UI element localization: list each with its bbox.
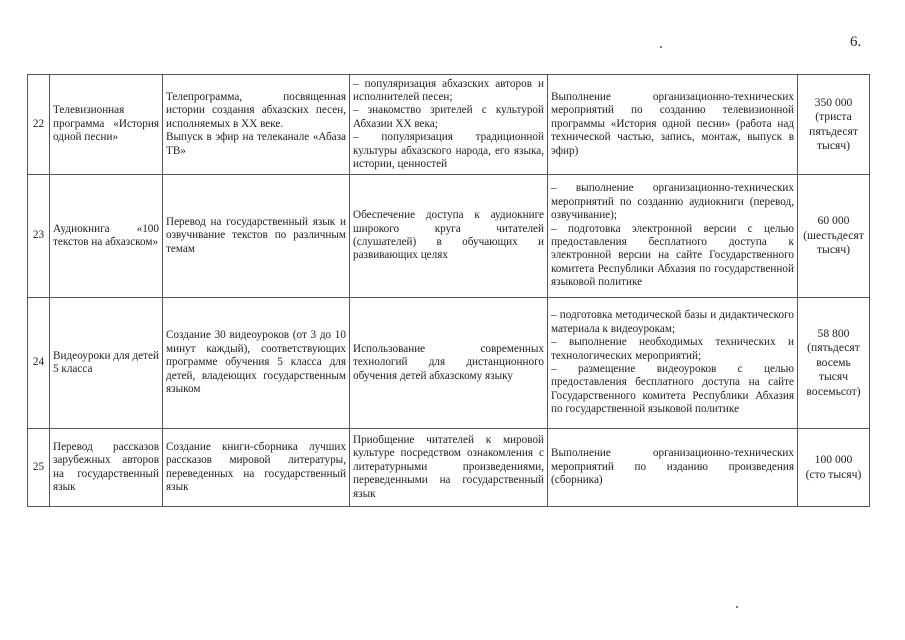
project-description xyxy=(163,75,350,175)
project-activities xyxy=(548,298,798,429)
project-activities xyxy=(548,75,798,175)
project-description xyxy=(163,175,350,298)
project-description-line: Перевод на государственный язык и озвучивание текстов по различным темам xyxy=(166,215,346,255)
project-activities-line: – выполнение необходимых технических и технологических мероприятий; xyxy=(551,336,794,362)
row-number: 22 xyxy=(28,75,50,175)
project-budget xyxy=(798,175,870,298)
project-description-line: Создание 30 видеоуроков (от 3 до 10 минут каждый), соответствующих программе обучения 5 класса для детей, владеющих государственным языком xyxy=(166,329,346,396)
project-goals xyxy=(350,75,548,175)
budget-amount: 350 000 xyxy=(814,95,853,109)
project-activities-line: Выполнение организационно-технических мероприятий по изданию произведения (сборника) xyxy=(551,447,794,487)
project-activities-line: – подготовка электронной версии с целью предоставления бесплатного доступа к электронной версии на сайте Государственного комитета Республики Абхазия по государственной языковой политике xyxy=(551,222,794,289)
project-goals xyxy=(350,175,548,298)
budget-amount-words: (пятьдесят восемь тысяч восемьсот) xyxy=(806,341,861,398)
project-goals xyxy=(350,298,548,429)
table-row xyxy=(28,429,870,507)
project-description xyxy=(163,429,350,507)
scan-speck xyxy=(736,606,738,608)
table-row xyxy=(28,175,870,298)
project-goals xyxy=(350,429,548,507)
project-goals-line: Использование современных технологий для дистанционного обучения детей абхазскому языку xyxy=(353,342,544,382)
budget-amount-words: (шестьдесят тысяч) xyxy=(803,228,864,257)
budget-amount-words: (сто тысяч) xyxy=(805,467,862,481)
budget-amount: 60 000 xyxy=(817,214,850,228)
project-goals-line: – знакомство зрителей с культурой Абхазии XX века; xyxy=(353,104,544,130)
project-name: Телевизионная программа «История одной песни» xyxy=(50,75,163,175)
project-name: Аудиокнига «100 текстов на абхазском» xyxy=(50,175,163,298)
project-description xyxy=(163,298,350,429)
row-number: 23 xyxy=(28,175,50,298)
project-description-line: Создание книги-сборника лучших рассказов мировой литературы, переведенных на государственный язык xyxy=(166,440,346,493)
projects-table xyxy=(27,74,870,507)
project-name: Перевод рассказов зарубежных авторов на государственный язык xyxy=(50,429,163,507)
table-row xyxy=(28,298,870,429)
project-activities-line: – выполнение организационно-технических мероприятий по созданию аудиокниги (перевод, озвучивание); xyxy=(551,182,794,222)
row-number: 25 xyxy=(28,429,50,507)
project-activities-line: – размещение видеоуроков с целью предоставления бесплатного доступа на сайте Государственного комитета Республики Абхазия по государственной языковой политике xyxy=(551,363,794,416)
scan-speck xyxy=(660,46,662,48)
budget-amount: 100 000 xyxy=(814,453,853,466)
project-goals-line: Приобщение читателей к мировой культуре посредством ознакомления с литературными произведениями, переведенными на государственный язык xyxy=(353,433,544,500)
page-number: 6. xyxy=(850,34,862,50)
project-description-line: Телепрограмма, посвященная истории создания абхазских песен, исполняемых в XX веке. xyxy=(166,90,346,130)
project-goals-line: – популяризация традиционной культуры абхазского народа, его языка, истории, ценностей xyxy=(353,131,544,171)
budget-amount-words: (триста пятьдесят тысяч) xyxy=(809,110,858,152)
project-activities-line: Выполнение организационно-технических мероприятий по созданию телевизионной программы «История одной песни» (работа над технической частью, запись, монтаж, выпуск в эфир) xyxy=(551,90,794,157)
row-number: 24 xyxy=(28,298,50,429)
table-row xyxy=(28,75,870,175)
project-activities xyxy=(548,429,798,507)
project-goals-line: – популяризация абхазских авторов и исполнителей песен; xyxy=(353,77,544,103)
project-activities-line: – подготовка методической базы и дидактического материала к видеоурокам; xyxy=(551,309,794,335)
budget-amount: 58 800 xyxy=(817,326,850,340)
project-goals-line: Обеспечение доступа к аудиокниге широкого круга читателей (слушателей) в обучающих и развивающих целях xyxy=(353,209,544,262)
project-name: Видеоуроки для детей 5 класса xyxy=(50,298,163,429)
project-budget xyxy=(798,75,870,175)
project-activities xyxy=(548,175,798,298)
project-budget xyxy=(798,298,870,429)
project-description-line: Выпуск в эфир на телеканале «Абаза ТВ» xyxy=(166,131,346,157)
project-budget xyxy=(798,429,870,507)
